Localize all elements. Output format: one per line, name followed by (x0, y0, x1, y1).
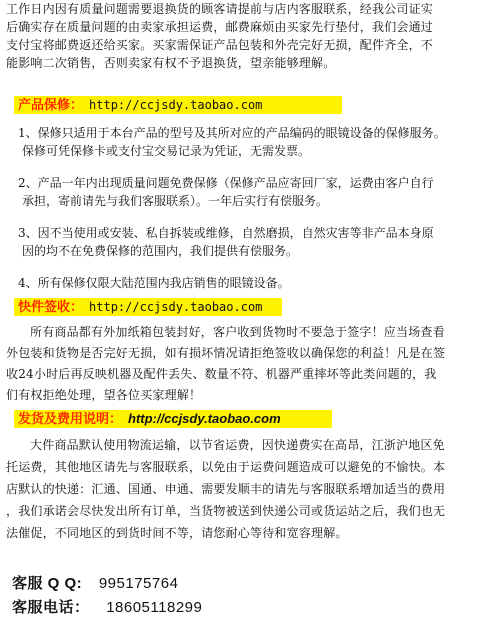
warranty-label: 产品保修： (18, 97, 84, 112)
shipping-heading (14, 410, 332, 428)
list-item: 1、保修只适用于本台产品的型号及其所对应的产品编码的眼镜设备的保修服务。 保修可凭保修卡或支付宝交易记录为凭证，无需发票。 (18, 126, 446, 158)
contact-qq (12, 572, 178, 593)
receipt-label: 快件签收： (18, 299, 84, 314)
phone-label: 客服电话： (12, 599, 90, 616)
receipt-paragraph (0, 322, 470, 406)
text-line: 法催促，不同地区的到货时间不等，请您耐心等待和宽容理解。 (6, 526, 348, 540)
text-line: 能影响二次销售，否则卖家有权不予退换货，望亲能够理解。 (6, 56, 336, 70)
list-item: 2、产品一年内出现质量问题免费保修（保修产品应寄回厂家，运费由客户自行 承担，寄前请先与我们客服联系）。一年后实行有偿服务。 (18, 176, 434, 208)
list-item: 3、因不当使用或安装、私自拆装或维修，自然磨损，自然灾害等非产品本身原 因的均不在免费保修的范围内，我们提供有偿服务。 (18, 226, 434, 258)
contact-phone (12, 596, 202, 617)
text-line: 所有商品都有外加纸箱包装封好，客户收到货物时不要急于签字！应当场查看 (30, 325, 445, 339)
shipping-url[interactable]: http://ccjsdy.taobao.com (128, 411, 281, 426)
warranty-url[interactable]: http://ccjsdy.taobao.com (89, 98, 263, 112)
qq-label: 客服 Q Q: (12, 575, 83, 592)
receipt-url[interactable]: http://ccjsdy.taobao.com (89, 300, 263, 314)
text-line: 工作日内因有质量问题需要退换货的顾客请提前与店内客服联系，经我公司证实 (6, 2, 434, 16)
warranty-heading (14, 96, 342, 114)
text-line: 后确实存在质量问题的由卖家承担运费，邮费麻烦由买家先行垫付，我们会通过 (6, 20, 434, 34)
shipping-label: 发货及费用说明： (18, 411, 123, 426)
return-policy-paragraph (0, 0, 470, 72)
text-line: 们有权拒绝处理，望各位买家理解！ (6, 388, 202, 402)
warranty-list (0, 120, 470, 292)
text-line: 支付宝将邮费返还给买家。买家需保证产品包装和外壳完好无损，配件齐全，不 (6, 38, 434, 52)
list-item: 4、所有保修仅限大陆范围内我店销售的眼镜设备。 (18, 276, 290, 290)
shipping-paragraph (0, 434, 470, 544)
text-line: 收24小时后再反映机器及配件丢失、数量不符、机器严重摔坏等此类问题的，我 (6, 367, 437, 381)
text-line: ，我们承诺会尽快发出所有订单，当货物被送到快递公司或货运站之后，我们也无 (6, 504, 446, 518)
text-line: 外包装和货物是否完好无损，如有损坏情况请拒绝签收以确保您的利益！凡是在签 (6, 346, 446, 360)
text-line: 托运费，其他地区请先与客服联系，以免由于运费问题造成可以避免的不愉快。本 (6, 460, 446, 474)
text-line: 大件商品默认使用物流运输，以节省运费，因快递费实在高昂，江浙沪地区免 (30, 438, 445, 452)
qq-value[interactable]: 995175764 (98, 575, 179, 592)
text-line: 店默认的快递：汇通、国通、申通、需要发顺丰的请先与客服联系增加适当的费用 (6, 482, 446, 496)
receipt-heading (14, 298, 282, 316)
phone-value[interactable]: 18605118299 (106, 599, 203, 616)
